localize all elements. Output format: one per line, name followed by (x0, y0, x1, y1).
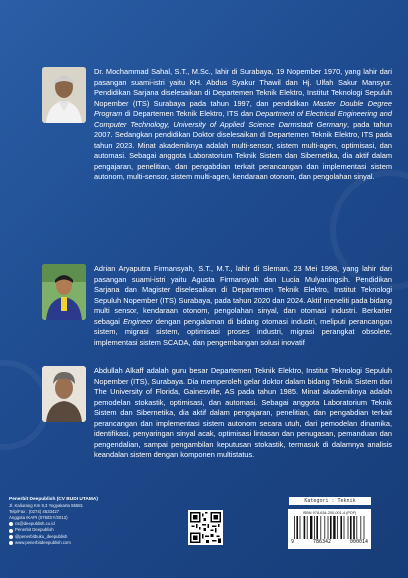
category-label: Kategori : Teknik (289, 497, 371, 505)
publisher-name: Penerbit Deepublish (CV BUDI UTAMA) (9, 497, 98, 502)
publisher-telp: Telp/Fax : (0274) 4533427 (9, 509, 60, 515)
author-photo-2 (42, 264, 86, 320)
publisher-address: Jl. Kaliurang Km 9,3 Yogyakarta 55581 (9, 503, 84, 509)
author-bio-text-2: Adrian Aryaputra Firmansyah, S.T., M.T., lahir di Sleman, 23 Mei 1998, yang lahir dari pasangan suami-istri yaitu Agusta Firmansyah dan Lucia Mulyaningsih. Pendidikan Sarjana dan Magister diselesaikan di Departemen Teknik Elektro, Institut Teknologi Sepuluh Nopember (ITS) Surabaya, pada tahun 2020 dan 2024. Aktif meneliti pada bidang multi sensor, kendaraan otonom, pengolahan sinyal, dan otomasi industri. Berkarier sebagai Engineer dengan pengalaman di bidang otomasi industri, meliputi perancangan sistem, migrasi sistem, optimisasi proses industri, migrasi perangkat obsolete, implementasi sistem SCADA, dan pengembangan solusi inovatif (94, 264, 392, 347)
author-bio-1 (42, 67, 392, 183)
web-icon (9, 541, 13, 545)
author-photo-3 (42, 366, 86, 422)
barcode-group-2: 000014 (349, 539, 368, 545)
publisher-facebook[interactable]: Penerbit Deepublish (15, 527, 54, 533)
publisher-email[interactable]: cs@deepublish.co.id (15, 521, 55, 527)
author-bio-2 (42, 264, 392, 348)
facebook-icon (9, 529, 13, 533)
author-photo-1 (42, 67, 86, 123)
author-name-1: Dr. Mochammad Sahal, S.T., M.Sc., (94, 67, 213, 76)
publisher-ikapi: Anggota IKAPI (076/DIY/2012) (9, 515, 68, 521)
isbn-label: ISBN 978-634-200-001-4 (PDF) (302, 511, 357, 515)
publisher-instagram[interactable]: @penerbitbuku_deepublish (15, 533, 68, 539)
barcode-digit-first: 9 (291, 539, 295, 545)
barcode-digits (288, 539, 371, 545)
publisher-info (9, 497, 139, 546)
instagram-icon (9, 535, 13, 539)
qr-code (188, 510, 223, 545)
publisher-web[interactable]: www.penerbitdeepublish.com (15, 539, 71, 545)
author-bio-text-3: Abdullah Alkaff adalah guru besar Departemen Teknik Elektro, Institut Teknologi Sepuluh Nopember (ITS), Surabaya. Dia memperoleh gelar doktor dalam bidang Teknik Sistem dari The University of Florida, Gainesville, AS pada tahun 1985. Minat akademiknya adalah pemodelan stokastik, optimisasi, dan automasi. Sebagai anggota Laboratorium Teknik Sistem dan Sibernetika, dia aktif dalam pengajaran, penelitian, dan pengabdian terkait perancangan dan implementasi sistem autonom secara utuh, dari pemodelan dinamika, identifikasi, penyaringan sinyal acak, optimisasi lintasan dan penugasan, pemanduan dan pengendalian, sampai pengambilan keputusan stokastik, termasuk di dalamnya analisis keandalan sistem dengan komponen multistatus. (94, 366, 392, 460)
author-name-2: Adrian Aryaputra Firmansyah, S.T., M.T., (94, 264, 233, 273)
author-bio-3 (42, 366, 392, 461)
barcode-group-1: 786342 (312, 539, 331, 545)
author-name-3: Abdullah Alkaff (94, 366, 144, 375)
author-bio-text-1: Dr. Mochammad Sahal, S.T., M.Sc., lahir di Surabaya, 19 Nopember 1970, yang lahir dari pasangan suami-istri yaitu KH. Abdus Syakur Thawil dan Hj. Ulfah Sakur Mansyur. Pendidikan Sarjana diselesaikan di Departemen Teknik Elektro, Institut Teknologi Sepuluh Nopember (ITS) Surabaya pada tahun 1997, dan pendidikan Master Double Degree Program di Departemen Teknik Elektro, ITS dan Department of Electrical Engineering and Computer Technology, University of Applied Science Darmstadt Germany, pada tahun 2007. Sedangkan pendidikan Doktor diselesaikan di Departemen Teknik Elektro, ITS pada tahun 2023. Minat akademiknya adalah multi-sensor, sistem multi-agen, optimisasi, dan automasi. Sebagai anggota Laboratorium Teknik Sistem dan Sibernetika, dia aktif dalam pengajaran, penelitian, dan pengabdian terkait perancangan dan implementasi sistem autonom, multi-sensor, sistem multi-agen, kendaraan otonom, dan pengolahan sinyal. (94, 67, 393, 182)
isbn-barcode (288, 509, 371, 549)
email-icon (9, 522, 13, 526)
barcode-bars (293, 516, 366, 539)
